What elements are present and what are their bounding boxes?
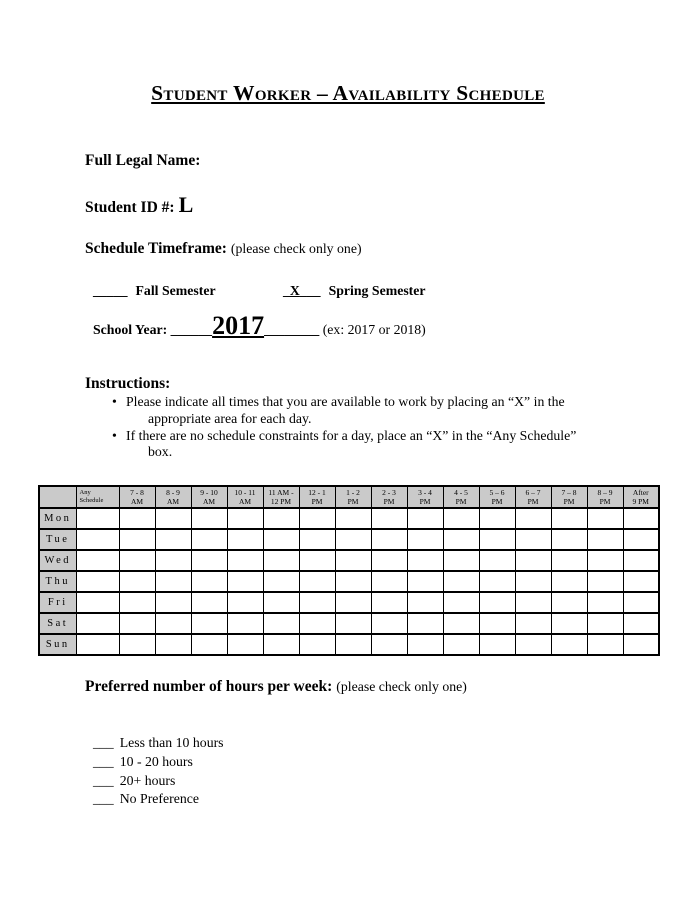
time-header xyxy=(155,486,191,508)
availability-cell[interactable] xyxy=(155,508,191,529)
availability-cell[interactable] xyxy=(155,571,191,592)
availability-cell[interactable] xyxy=(191,613,227,634)
availability-cell[interactable] xyxy=(515,508,551,529)
availability-cell[interactable] xyxy=(551,634,587,655)
semester-choice-line xyxy=(93,283,573,299)
time-header-line: PM xyxy=(599,497,611,506)
availability-cell[interactable] xyxy=(515,613,551,634)
table-row xyxy=(39,592,659,613)
spring-semester-label: Spring Semester xyxy=(328,283,426,298)
availability-cell[interactable] xyxy=(227,550,263,571)
availability-cell[interactable] xyxy=(407,529,443,550)
availability-table xyxy=(38,485,660,656)
availability-cell[interactable] xyxy=(623,508,659,529)
availability-cell[interactable] xyxy=(407,508,443,529)
any-schedule-cell[interactable] xyxy=(76,529,119,550)
availability-cell[interactable] xyxy=(191,634,227,655)
availability-cell[interactable] xyxy=(191,508,227,529)
time-header-line: After xyxy=(632,488,649,497)
time-header xyxy=(623,486,659,508)
availability-cell[interactable] xyxy=(335,529,371,550)
availability-cell[interactable] xyxy=(155,634,191,655)
school-year-note: (ex: 2017 or 2018) xyxy=(319,322,426,337)
instruction-line: appropriate area for each day. xyxy=(148,410,312,426)
availability-cell[interactable] xyxy=(119,550,155,571)
availability-cell[interactable] xyxy=(587,550,623,571)
availability-table-container xyxy=(38,485,660,656)
time-header-line: 5 – 6 xyxy=(489,488,505,497)
availability-cell[interactable] xyxy=(119,508,155,529)
time-header xyxy=(587,486,623,508)
availability-cell[interactable] xyxy=(443,613,479,634)
time-header-line: PM xyxy=(347,497,359,506)
table-body xyxy=(39,508,659,655)
availability-cell[interactable] xyxy=(407,613,443,634)
availability-cell[interactable] xyxy=(551,571,587,592)
day-label: Fri xyxy=(39,592,76,613)
any-schedule-cell[interactable] xyxy=(76,550,119,571)
time-header-line: 7 - 8 xyxy=(130,488,144,497)
hours-option-label: 20+ hours xyxy=(119,772,176,788)
availability-cell[interactable] xyxy=(263,613,299,634)
time-header-line: PM xyxy=(383,497,395,506)
availability-cell[interactable] xyxy=(551,529,587,550)
any-schedule-cell[interactable] xyxy=(76,571,119,592)
availability-cell[interactable] xyxy=(299,550,335,571)
availability-cell[interactable] xyxy=(299,613,335,634)
instruction-line: If there are no schedule constraints for a day, place an “X” in the “Any Schedule” xyxy=(126,427,577,443)
availability-cell[interactable] xyxy=(443,592,479,613)
table-row xyxy=(39,634,659,655)
day-label: Sat xyxy=(39,613,76,634)
hours-options-list xyxy=(93,734,224,809)
availability-cell[interactable] xyxy=(623,529,659,550)
hours-option-blank[interactable]: ___ xyxy=(93,791,114,807)
time-header-line: Schedule xyxy=(79,497,104,504)
day-label: Tue xyxy=(39,529,76,550)
time-header-line: AM xyxy=(238,497,252,506)
time-header xyxy=(407,486,443,508)
time-header-line: 10 - 11 xyxy=(234,488,256,497)
student-id-value: L xyxy=(178,192,194,217)
instruction-item xyxy=(112,394,617,428)
time-header-line: AM xyxy=(202,497,216,506)
time-header xyxy=(479,486,515,508)
day-label: Mon xyxy=(39,508,76,529)
time-header-line: 9 - 10 xyxy=(200,488,218,497)
table-row xyxy=(39,508,659,529)
availability-cell[interactable] xyxy=(407,550,443,571)
availability-cell[interactable] xyxy=(191,529,227,550)
availability-cell[interactable] xyxy=(227,613,263,634)
availability-cell[interactable] xyxy=(551,613,587,634)
any-schedule-cell[interactable] xyxy=(76,508,119,529)
availability-cell[interactable] xyxy=(263,508,299,529)
preferred-hours-heading: Preferred number of hours per week: xyxy=(85,678,333,695)
day-label: Sun xyxy=(39,634,76,655)
school-year-value[interactable]: 2017 xyxy=(212,311,265,340)
availability-cell[interactable] xyxy=(443,634,479,655)
availability-cell[interactable] xyxy=(263,634,299,655)
time-header-line: 7 – 8 xyxy=(561,488,577,497)
time-header xyxy=(371,486,407,508)
full-legal-name-label: Full Legal Name: xyxy=(85,152,201,169)
availability-cell[interactable] xyxy=(515,571,551,592)
time-header-line: PM xyxy=(491,497,503,506)
time-header-line: PM xyxy=(311,497,323,506)
availability-cell[interactable] xyxy=(551,508,587,529)
time-header xyxy=(551,486,587,508)
availability-cell[interactable] xyxy=(155,529,191,550)
time-header xyxy=(515,486,551,508)
any-schedule-cell[interactable] xyxy=(76,592,119,613)
availability-cell[interactable] xyxy=(551,550,587,571)
instruction-line: Please indicate all times that you are available to work by placing an “X” in the xyxy=(126,394,565,409)
schedule-timeframe-note: (please check only one) xyxy=(230,241,362,256)
any-schedule-header xyxy=(76,486,119,508)
availability-cell[interactable] xyxy=(119,529,155,550)
hours-option xyxy=(93,753,224,772)
availability-cell[interactable] xyxy=(407,571,443,592)
availability-cell[interactable] xyxy=(623,571,659,592)
availability-cell[interactable] xyxy=(443,508,479,529)
availability-cell[interactable] xyxy=(623,634,659,655)
availability-cell[interactable] xyxy=(227,529,263,550)
availability-cell[interactable] xyxy=(263,571,299,592)
student-id-label: Student ID #: xyxy=(85,199,175,216)
availability-cell[interactable] xyxy=(479,529,515,550)
time-header xyxy=(227,486,263,508)
availability-cell[interactable] xyxy=(515,529,551,550)
availability-cell[interactable] xyxy=(443,529,479,550)
instruction-item xyxy=(112,428,617,462)
preferred-hours-note: (please check only one) xyxy=(336,679,467,694)
hours-option-label: 10 - 20 hours xyxy=(119,753,193,769)
availability-cell[interactable] xyxy=(623,613,659,634)
time-header-line: 3 - 4 xyxy=(418,488,432,497)
school-year-blank-pre[interactable]: ______ xyxy=(170,322,213,337)
table-row xyxy=(39,571,659,592)
time-header-line: 12 PM xyxy=(270,497,292,506)
availability-cell[interactable] xyxy=(371,529,407,550)
availability-cell[interactable] xyxy=(263,550,299,571)
time-header-line: 6 – 7 xyxy=(525,488,541,497)
time-header-line: 8 – 9 xyxy=(597,488,613,497)
availability-cell[interactable] xyxy=(479,592,515,613)
any-schedule-cell[interactable] xyxy=(76,634,119,655)
availability-cell[interactable] xyxy=(119,592,155,613)
availability-cell[interactable] xyxy=(227,634,263,655)
availability-cell[interactable] xyxy=(335,550,371,571)
availability-cell[interactable] xyxy=(299,592,335,613)
time-header-line: 2 - 3 xyxy=(382,488,396,497)
time-header xyxy=(191,486,227,508)
availability-cell[interactable] xyxy=(443,550,479,571)
availability-cell[interactable] xyxy=(299,529,335,550)
hours-option xyxy=(93,790,224,809)
hours-option xyxy=(93,772,224,791)
time-header-line: 9 PM xyxy=(632,497,649,506)
availability-cell[interactable] xyxy=(479,571,515,592)
availability-cell[interactable] xyxy=(587,613,623,634)
schedule-timeframe-line xyxy=(85,240,362,258)
availability-cell[interactable] xyxy=(119,634,155,655)
time-header-line: AM xyxy=(130,497,144,506)
availability-cell[interactable] xyxy=(407,592,443,613)
availability-cell[interactable] xyxy=(299,508,335,529)
availability-cell[interactable] xyxy=(335,508,371,529)
time-header xyxy=(263,486,299,508)
time-header xyxy=(335,486,371,508)
table-head xyxy=(39,486,659,508)
availability-cell[interactable] xyxy=(479,613,515,634)
instruction-text xyxy=(126,394,565,428)
school-year-label: School Year: xyxy=(93,322,168,337)
availability-cell[interactable] xyxy=(479,634,515,655)
availability-cell[interactable] xyxy=(479,508,515,529)
availability-cell[interactable] xyxy=(623,592,659,613)
availability-cell[interactable] xyxy=(335,592,371,613)
preferred-hours-line xyxy=(85,678,467,696)
availability-cell[interactable] xyxy=(371,634,407,655)
availability-cell[interactable] xyxy=(263,592,299,613)
fall-semester-label: Fall Semester xyxy=(135,283,216,298)
time-header-line: 11 AM - xyxy=(268,488,294,497)
availability-cell[interactable] xyxy=(119,571,155,592)
time-header-line: 12 - 1 xyxy=(308,488,326,497)
time-header-line: 4 - 5 xyxy=(454,488,468,497)
school-year-blank-post[interactable]: ________ xyxy=(264,322,320,337)
day-label: Thu xyxy=(39,571,76,592)
availability-cell[interactable] xyxy=(623,550,659,571)
table-row xyxy=(39,529,659,550)
availability-cell[interactable] xyxy=(155,550,191,571)
spring-semester-blank-post[interactable]: ___ xyxy=(299,283,321,298)
availability-cell[interactable] xyxy=(335,634,371,655)
availability-cell[interactable] xyxy=(227,508,263,529)
time-header-line: Any xyxy=(79,488,91,496)
availability-cell[interactable] xyxy=(299,634,335,655)
availability-cell[interactable] xyxy=(191,550,227,571)
availability-cell[interactable] xyxy=(155,592,191,613)
time-header-line: 8 - 9 xyxy=(166,488,180,497)
availability-cell[interactable] xyxy=(479,550,515,571)
time-header-line: PM xyxy=(563,497,575,506)
fall-semester-blank[interactable]: _____ xyxy=(93,283,128,298)
corner-cell xyxy=(39,486,76,508)
availability-cell[interactable] xyxy=(371,508,407,529)
time-header-line: 1 - 2 xyxy=(346,488,360,497)
time-header xyxy=(119,486,155,508)
instruction-line: box. xyxy=(148,444,173,460)
hours-option-label: No Preference xyxy=(119,791,199,807)
availability-cell[interactable] xyxy=(191,592,227,613)
availability-cell[interactable] xyxy=(371,550,407,571)
availability-cell[interactable] xyxy=(551,592,587,613)
school-year-line xyxy=(93,311,426,341)
document-title: Student Worker – Availability Schedule xyxy=(151,81,545,105)
spring-semester-choice xyxy=(283,283,426,299)
availability-cell[interactable] xyxy=(587,592,623,613)
time-header-line: PM xyxy=(455,497,467,506)
time-header-line: PM xyxy=(527,497,539,506)
spring-semester-mark[interactable]: X xyxy=(289,283,300,298)
day-label: Wed xyxy=(39,550,76,571)
availability-cell[interactable] xyxy=(263,529,299,550)
time-header xyxy=(299,486,335,508)
instructions-heading: Instructions: xyxy=(85,375,171,392)
availability-cell[interactable] xyxy=(587,529,623,550)
hours-option-blank[interactable]: ___ xyxy=(93,753,114,769)
availability-cell[interactable] xyxy=(119,613,155,634)
availability-cell[interactable] xyxy=(443,571,479,592)
time-header xyxy=(443,486,479,508)
availability-cell[interactable] xyxy=(191,571,227,592)
availability-cell[interactable] xyxy=(587,508,623,529)
instruction-text xyxy=(126,428,576,462)
availability-cell[interactable] xyxy=(335,571,371,592)
availability-cell[interactable] xyxy=(515,634,551,655)
availability-cell[interactable] xyxy=(371,613,407,634)
availability-cell[interactable] xyxy=(335,613,371,634)
availability-cell[interactable] xyxy=(227,592,263,613)
availability-cell[interactable] xyxy=(515,550,551,571)
bullet-icon: • xyxy=(112,394,117,409)
student-id-line xyxy=(85,192,193,218)
availability-cell[interactable] xyxy=(407,634,443,655)
table-row xyxy=(39,613,659,634)
time-header-line: PM xyxy=(419,497,431,506)
bullet-icon: • xyxy=(112,427,117,443)
spring-semester-blank-pre[interactable]: _ xyxy=(283,283,290,298)
hours-option-label: Less than 10 hours xyxy=(119,735,224,750)
availability-cell[interactable] xyxy=(371,571,407,592)
hours-option xyxy=(93,734,224,753)
availability-cell[interactable] xyxy=(587,634,623,655)
availability-cell[interactable] xyxy=(371,592,407,613)
availability-cell[interactable] xyxy=(587,571,623,592)
hours-option-blank[interactable]: ___ xyxy=(93,772,114,788)
availability-cell[interactable] xyxy=(227,571,263,592)
table-row xyxy=(39,550,659,571)
any-schedule-cell[interactable] xyxy=(76,613,119,634)
availability-cell[interactable] xyxy=(515,592,551,613)
availability-cell[interactable] xyxy=(155,613,191,634)
schedule-timeframe-label: Schedule Timeframe: xyxy=(85,240,227,257)
availability-cell[interactable] xyxy=(299,571,335,592)
hours-option-blank[interactable]: ___ xyxy=(93,735,114,750)
time-header-line: AM xyxy=(166,497,180,506)
instructions-list xyxy=(112,394,617,461)
